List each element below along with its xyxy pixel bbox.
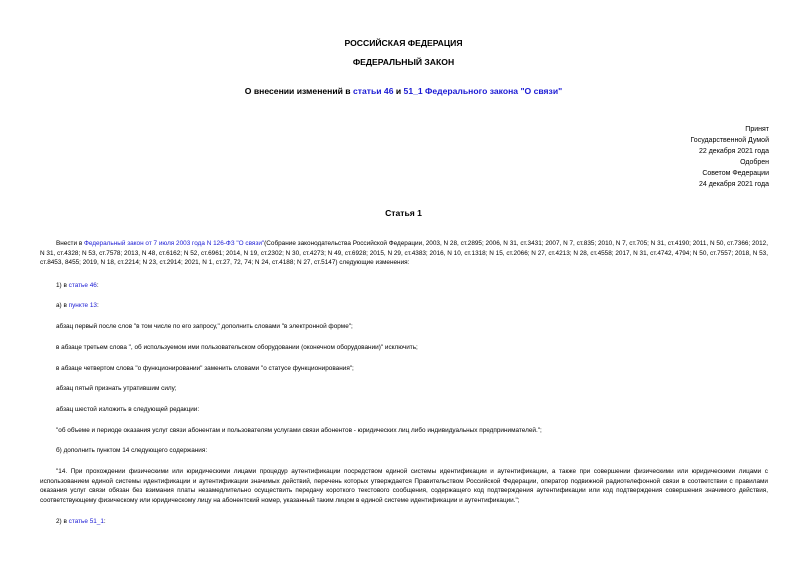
item-1-prefix: 1) в [56, 282, 69, 289]
paragraph-quote: "об объеме и периоде оказания услуг связи абонентам и пользователям услугами связи абонентов - юридических лиц либо индивидуальных предпринимателей."; [56, 427, 542, 434]
paragraph-abz1: абзац первый после слов "в том числе по его запросу," дополнить словами "в электронной форме"; [56, 323, 353, 330]
item-a [56, 301, 768, 311]
article-intro [40, 239, 768, 268]
title-mid: и [393, 86, 404, 96]
link-article-46[interactable]: статьи 46 [352, 86, 394, 96]
link-federal-law-126[interactable]: Федеральный закон от 7 июля 2003 года N 126-ФЗ "О связи" [84, 240, 265, 247]
item-b: б) дополнить пунктом 14 следующего содержания: [56, 447, 208, 454]
link-article-46-body[interactable]: статье 46 [68, 282, 97, 289]
adoption-block [690, 124, 769, 190]
approved-by: Советом Федерации [702, 170, 769, 177]
paragraph-abz3: в абзаце третьем слова ", об используемом ими пользовательском оборудовании (оконечном оборудовании)" исключить; [56, 344, 418, 351]
paragraph-14: "14. При прохождении физическими или юридическими лицами процедур аутентификации посредством единой системы идентификации и аутентификации, а также при совершении физическими или юридическими лицами с использованием единой системы идентификации и аутентификации значимых действий, перечень которых утверждается Правительством Российской Федерации, оператор подвижной радиотелефонной связи в соответствии с правилами оказания услуг связи обязан без взимания платы незамедлительно осуществить передачу короткого текстового сообщения, содержащего код подтверждения аутентификации или код подтверждения совершения значимого действия, соответствующему физическому или юридическому лицу на абонентский номер, указанный таким лицом в единой системе идентификации и аутентификации."; [40, 468, 768, 504]
paragraph-abz5: абзац пятый признать утратившим силу; [56, 385, 177, 392]
item-1 [56, 281, 768, 291]
item-a-prefix: а) в [56, 302, 69, 309]
title-prefix: О внесении изменений в [244, 86, 353, 96]
intro-text: (Собрание законодательства Российской Федерации, 2003, N 28, ст.2895; 2006, N 31, ст.3431; 2007, N 7, ст.835; 2010, N 7, ст.705; N 31, ст.4190; 2011, N 50, ст.7366; 2012, N 31, ст.4328; N 53, ст.7578; 2013, N 48, ст.6162; N 52, ст.6961; 2014, N 19, ст.2302; N 30, ст.4273; N 49, ст.6928; 2015, N 29, ст.4383; 2016, N 10, ст.1318; N 15, ст.2066; N 27, ст.4213; N 28, ст.4558; 2017, N 31, ст.4742, 4794; N 50, ст.7557; 2018, N 53, ст.8453, 8455; 2019, N 18, ст.2214; N 23, ст.2914; 2021, N 1, ст.27, 72, 74; N 24, ст.4188; N 27, ст.5147) следующие изменения: [40, 240, 768, 266]
country-heading: РОССИЙСКАЯ ФЕДЕРАЦИЯ [344, 38, 463, 48]
item-2-suffix: : [103, 518, 106, 525]
approved-date: 24 декабря 2021 года [698, 181, 769, 188]
link-point-13[interactable]: пункте 13 [68, 302, 97, 309]
article-heading: Статья 1 [385, 208, 422, 218]
paragraph-abz4: в абзаце четвертом слова "о функционировании" заменить словами "о статусе функционирования"; [56, 365, 354, 372]
law-title [0, 86, 807, 96]
item-1-suffix: : [96, 282, 99, 289]
paragraph-abz6: абзац шестой изложить в следующей редакции: [56, 406, 200, 413]
adopted-label: Принят [745, 126, 769, 133]
approved-label: Одобрен [740, 159, 769, 166]
adopted-date: 22 декабря 2021 года [698, 148, 769, 155]
item-a-suffix: : [97, 302, 99, 309]
intro-prefix: Внести в [56, 240, 84, 247]
link-article-51-1-law[interactable]: 51_1 Федерального закона "О связи" [403, 86, 563, 96]
document-type-heading: ФЕДЕРАЛЬНЫЙ ЗАКОН [352, 57, 455, 67]
item-2 [56, 517, 768, 527]
link-article-51-1[interactable]: статье 51_1 [68, 518, 104, 525]
adopted-by: Государственной Думой [690, 137, 769, 144]
item-2-prefix: 2) в [56, 518, 69, 525]
